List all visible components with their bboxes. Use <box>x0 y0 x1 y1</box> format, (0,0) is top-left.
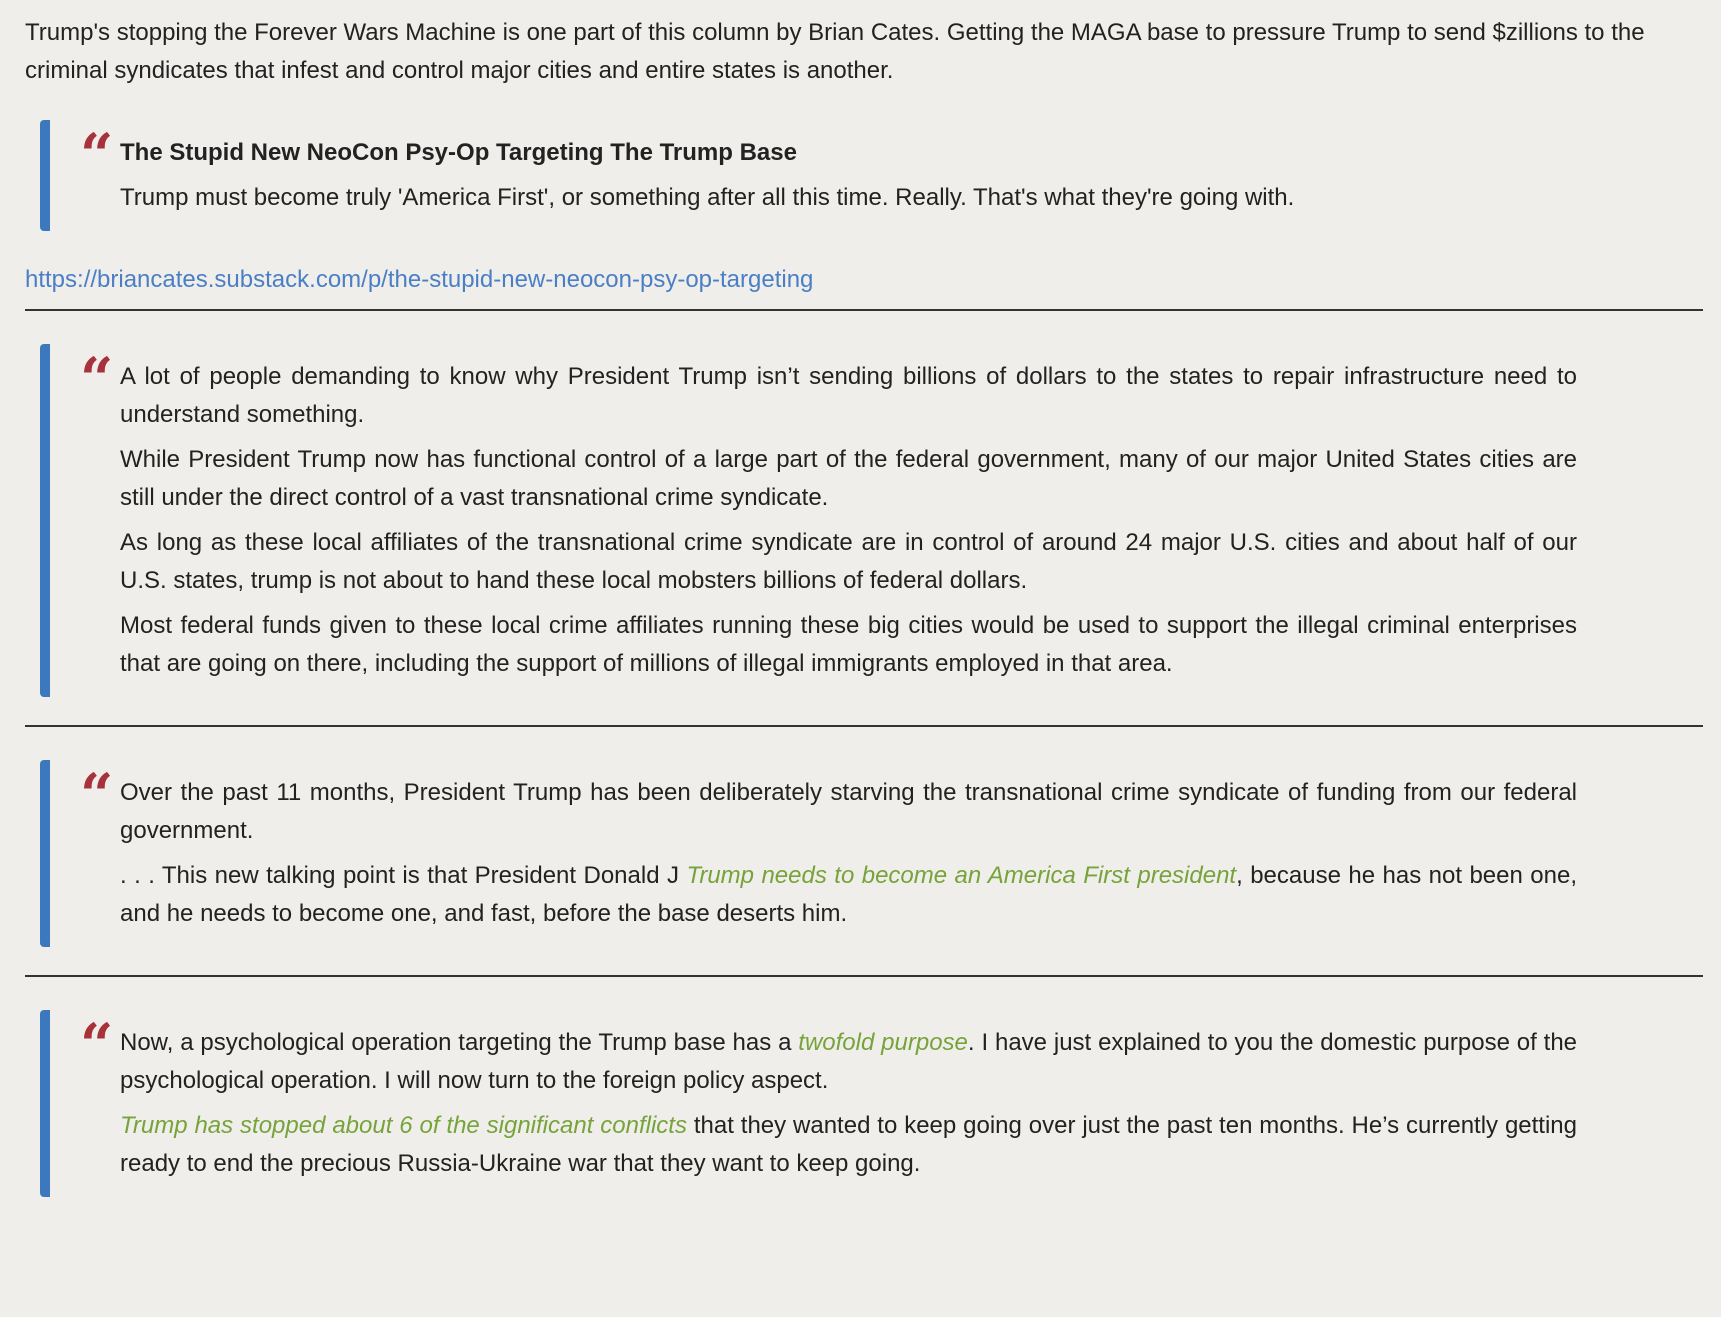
quote-mark-icon: “ <box>80 121 114 189</box>
text-run: that they wanted to keep going over just the past ten months. He’s currently getting ready to end the precious Russia-Ukraine war that they want to keep going. <box>120 1112 1577 1177</box>
quote-mark-icon: “ <box>80 345 114 413</box>
quote-paragraph: While President Trump now has functional control of a large part of the federal government, many of our major United States cities are still under the direct control of a vast transnational crime syndicate. <box>120 446 1577 511</box>
quote-paragraph <box>120 1024 1577 1100</box>
highlighted-link[interactable]: Trump needs to become an America First president <box>686 862 1237 889</box>
text-run: . . . This new talking point is that President Donald J <box>120 862 687 889</box>
article-link[interactable]: https://briancates.substack.com/p/the-stupid-new-neocon-psy-op-targeting <box>25 266 814 293</box>
quote-paragraph: As long as these local affiliates of the transnational crime syndicate are in control of around 24 major U.S. cities and about half of our U.S. states, trump is not about to hand these local mobsters billions of federal dollars. <box>120 529 1577 594</box>
quote-paragraph <box>120 857 1577 933</box>
intro-paragraph: Trump's stopping the Forever Wars Machine is one part of this column by Brian Cates. Getting the MAGA base to pressure Trump to send $zillions to the criminal syndicates that infest and control major cities and entire states is another. <box>25 19 1645 84</box>
blockquote-1 <box>40 120 1577 231</box>
quote-paragraph <box>120 1107 1577 1183</box>
divider <box>25 975 1703 977</box>
article-body <box>25 14 1703 1197</box>
quote-paragraph: Most federal funds given to these local crime affiliates running these big cities would be used to support the illegal criminal enterprises that are going on there, including the support of millions of illegal immigrants employed in that area. <box>120 612 1577 677</box>
text-run: Now, a psychological operation targeting the Trump base has a <box>120 1029 799 1056</box>
quote-subtitle: Trump must become truly 'America First', or something after all this time. Really. That's what they're going with. <box>120 184 1295 211</box>
text-run: , because he has not been one, and he needs to become one, and fast, before the base deserts him. <box>120 862 1577 927</box>
quote-mark-icon: “ <box>80 1011 114 1079</box>
highlighted-link[interactable]: twofold purpose <box>798 1029 968 1056</box>
quote-title: The Stupid New NeoCon Psy-Op Targeting The Trump Base <box>120 139 797 166</box>
divider <box>25 725 1703 727</box>
text-run: . I have just explained to you the domestic purpose of the psychological operation. I will now turn to the foreign policy aspect. <box>120 1029 1578 1094</box>
quote-mark-icon: “ <box>80 761 114 829</box>
highlighted-link[interactable]: Trump has stopped about 6 of the significant conflicts <box>120 1112 687 1139</box>
blockquote-4 <box>40 1010 1577 1197</box>
quote-paragraph: A lot of people demanding to know why President Trump isn’t sending billions of dollars to the states to repair infrastructure need to understand something. <box>120 363 1577 428</box>
blockquote-3 <box>40 760 1577 947</box>
quote-paragraph: Over the past 11 months, President Trump has been deliberately starving the transnational crime syndicate of funding from our federal government. <box>120 779 1577 844</box>
divider <box>25 309 1703 311</box>
blockquote-2 <box>40 344 1577 697</box>
